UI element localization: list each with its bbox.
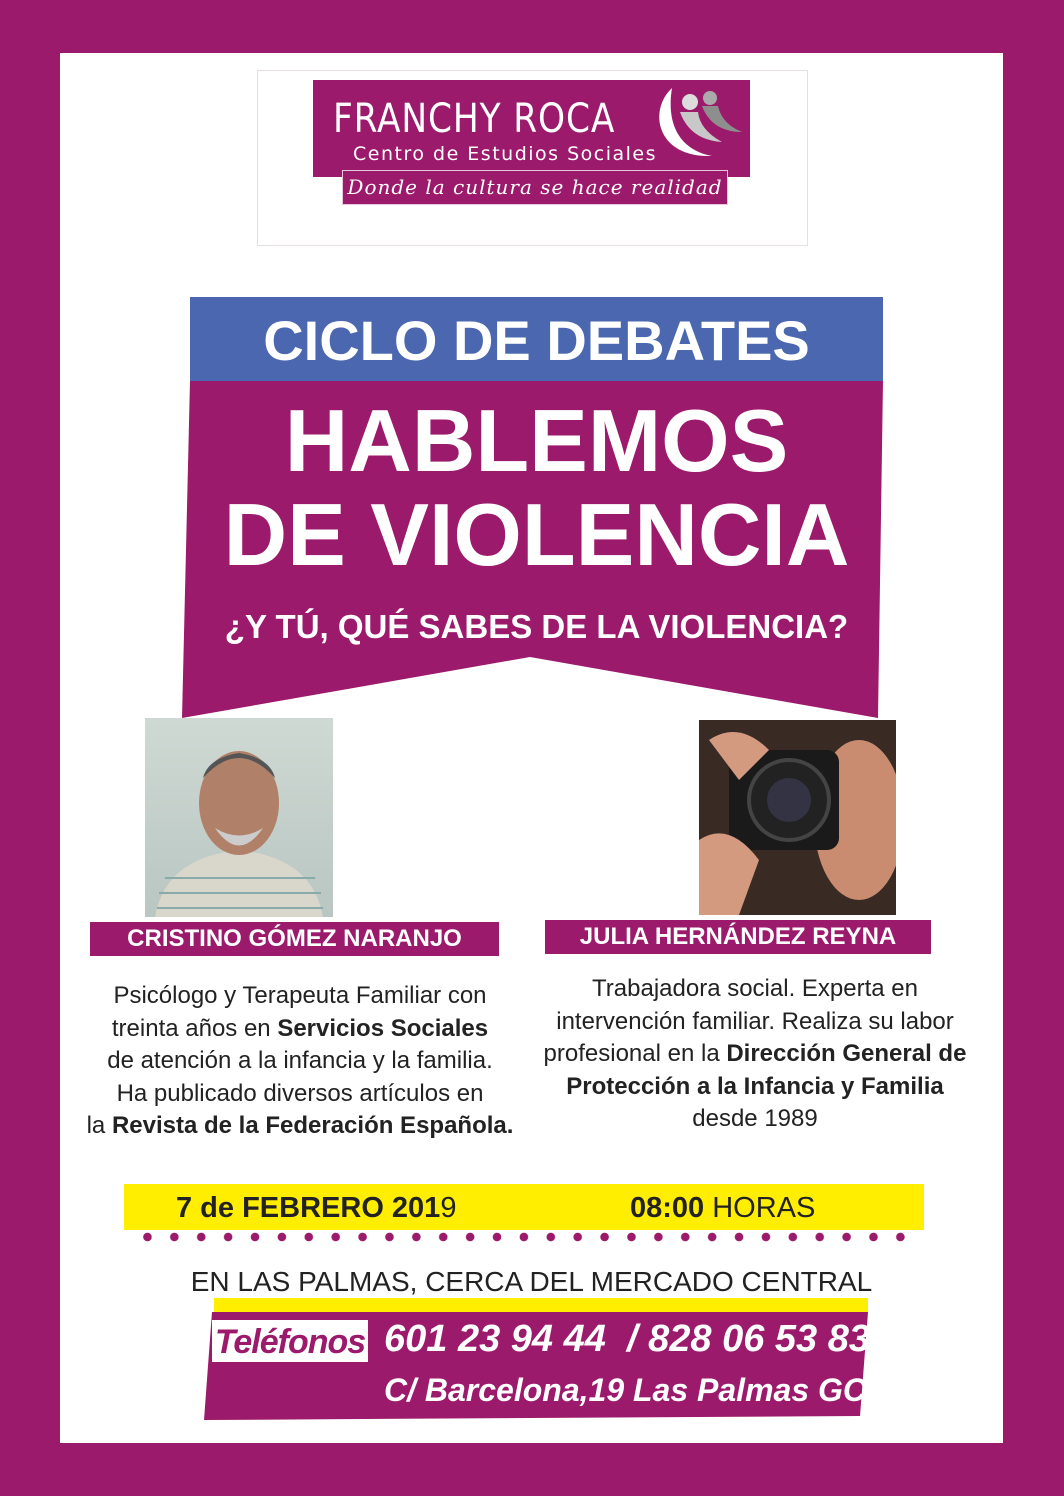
event-date — [176, 1184, 456, 1232]
speaker-bio-cristino — [80, 980, 520, 1143]
bio-text-bold: Dirección General de Protección a la Infancia y Familia — [566, 1040, 967, 1100]
bio-text-bold: Revista de la Federación Española. — [111, 1112, 514, 1139]
bio-text: Psicólogo y Terapeuta Familiar con — [113, 982, 487, 1009]
dotted-divider — [134, 1232, 914, 1242]
bio-text: la — [86, 1112, 112, 1139]
speaker-name-julia: JULIA HERNÁNDEZ REYNA — [545, 920, 931, 954]
address: C/ Barcelona,19 Las Palmas GC — [384, 1372, 866, 1408]
bio-text: desde 1989 — [692, 1105, 818, 1132]
title-line-2: DE VIOLENCIA — [223, 485, 850, 584]
accent-strip — [214, 1298, 868, 1313]
phone-numbers: 601 23 94 44 / 828 06 53 83 — [384, 1318, 870, 1360]
speaker-photo-julia — [699, 720, 896, 915]
time-bold: 08:00 — [630, 1192, 705, 1224]
date-rest: 9 — [440, 1192, 457, 1224]
speaker-bio-julia — [535, 973, 975, 1136]
speaker-photo-cristino — [145, 718, 333, 917]
people-logo-icon — [650, 80, 745, 165]
phones-label: Teléfonos — [212, 1320, 368, 1362]
time-rest: HORAS — [704, 1192, 816, 1224]
bio-text: Ha publicado diversos artículos en — [116, 1079, 484, 1107]
date-bold: 7 de FEBRERO 201 — [176, 1192, 441, 1224]
logo-name: FRANCHY ROCA — [333, 96, 616, 142]
date-time-bar — [124, 1184, 924, 1230]
bio-text: treinta años en — [111, 1014, 278, 1042]
event-time — [630, 1184, 815, 1232]
bio-text-bold: Servicios Sociales — [277, 1014, 489, 1042]
logo-subtitle: Centro de Estudios Sociales — [353, 143, 658, 165]
bio-text: de atención a la infancia y la familia. — [107, 1047, 493, 1074]
event-location: EN LAS PALMAS, CERCA DEL MERCADO CENTRAL — [190, 1266, 873, 1297]
title-subtitle: ¿Y TÚ, QUÉ SABES DE LA VIOLENCIA? — [224, 608, 849, 645]
speaker-name-cristino: CRISTINO GÓMEZ NARANJO — [90, 922, 499, 956]
title-line-1: HABLEMOS — [284, 391, 789, 490]
logo-tagline: Donde la cultura se hace realidad — [342, 170, 728, 205]
bio-text: Trabajadora social. Experta en intervención familiar. Realiza su labor profesional en la — [543, 975, 954, 1067]
series-heading: CICLO DE DEBATES — [190, 297, 883, 382]
